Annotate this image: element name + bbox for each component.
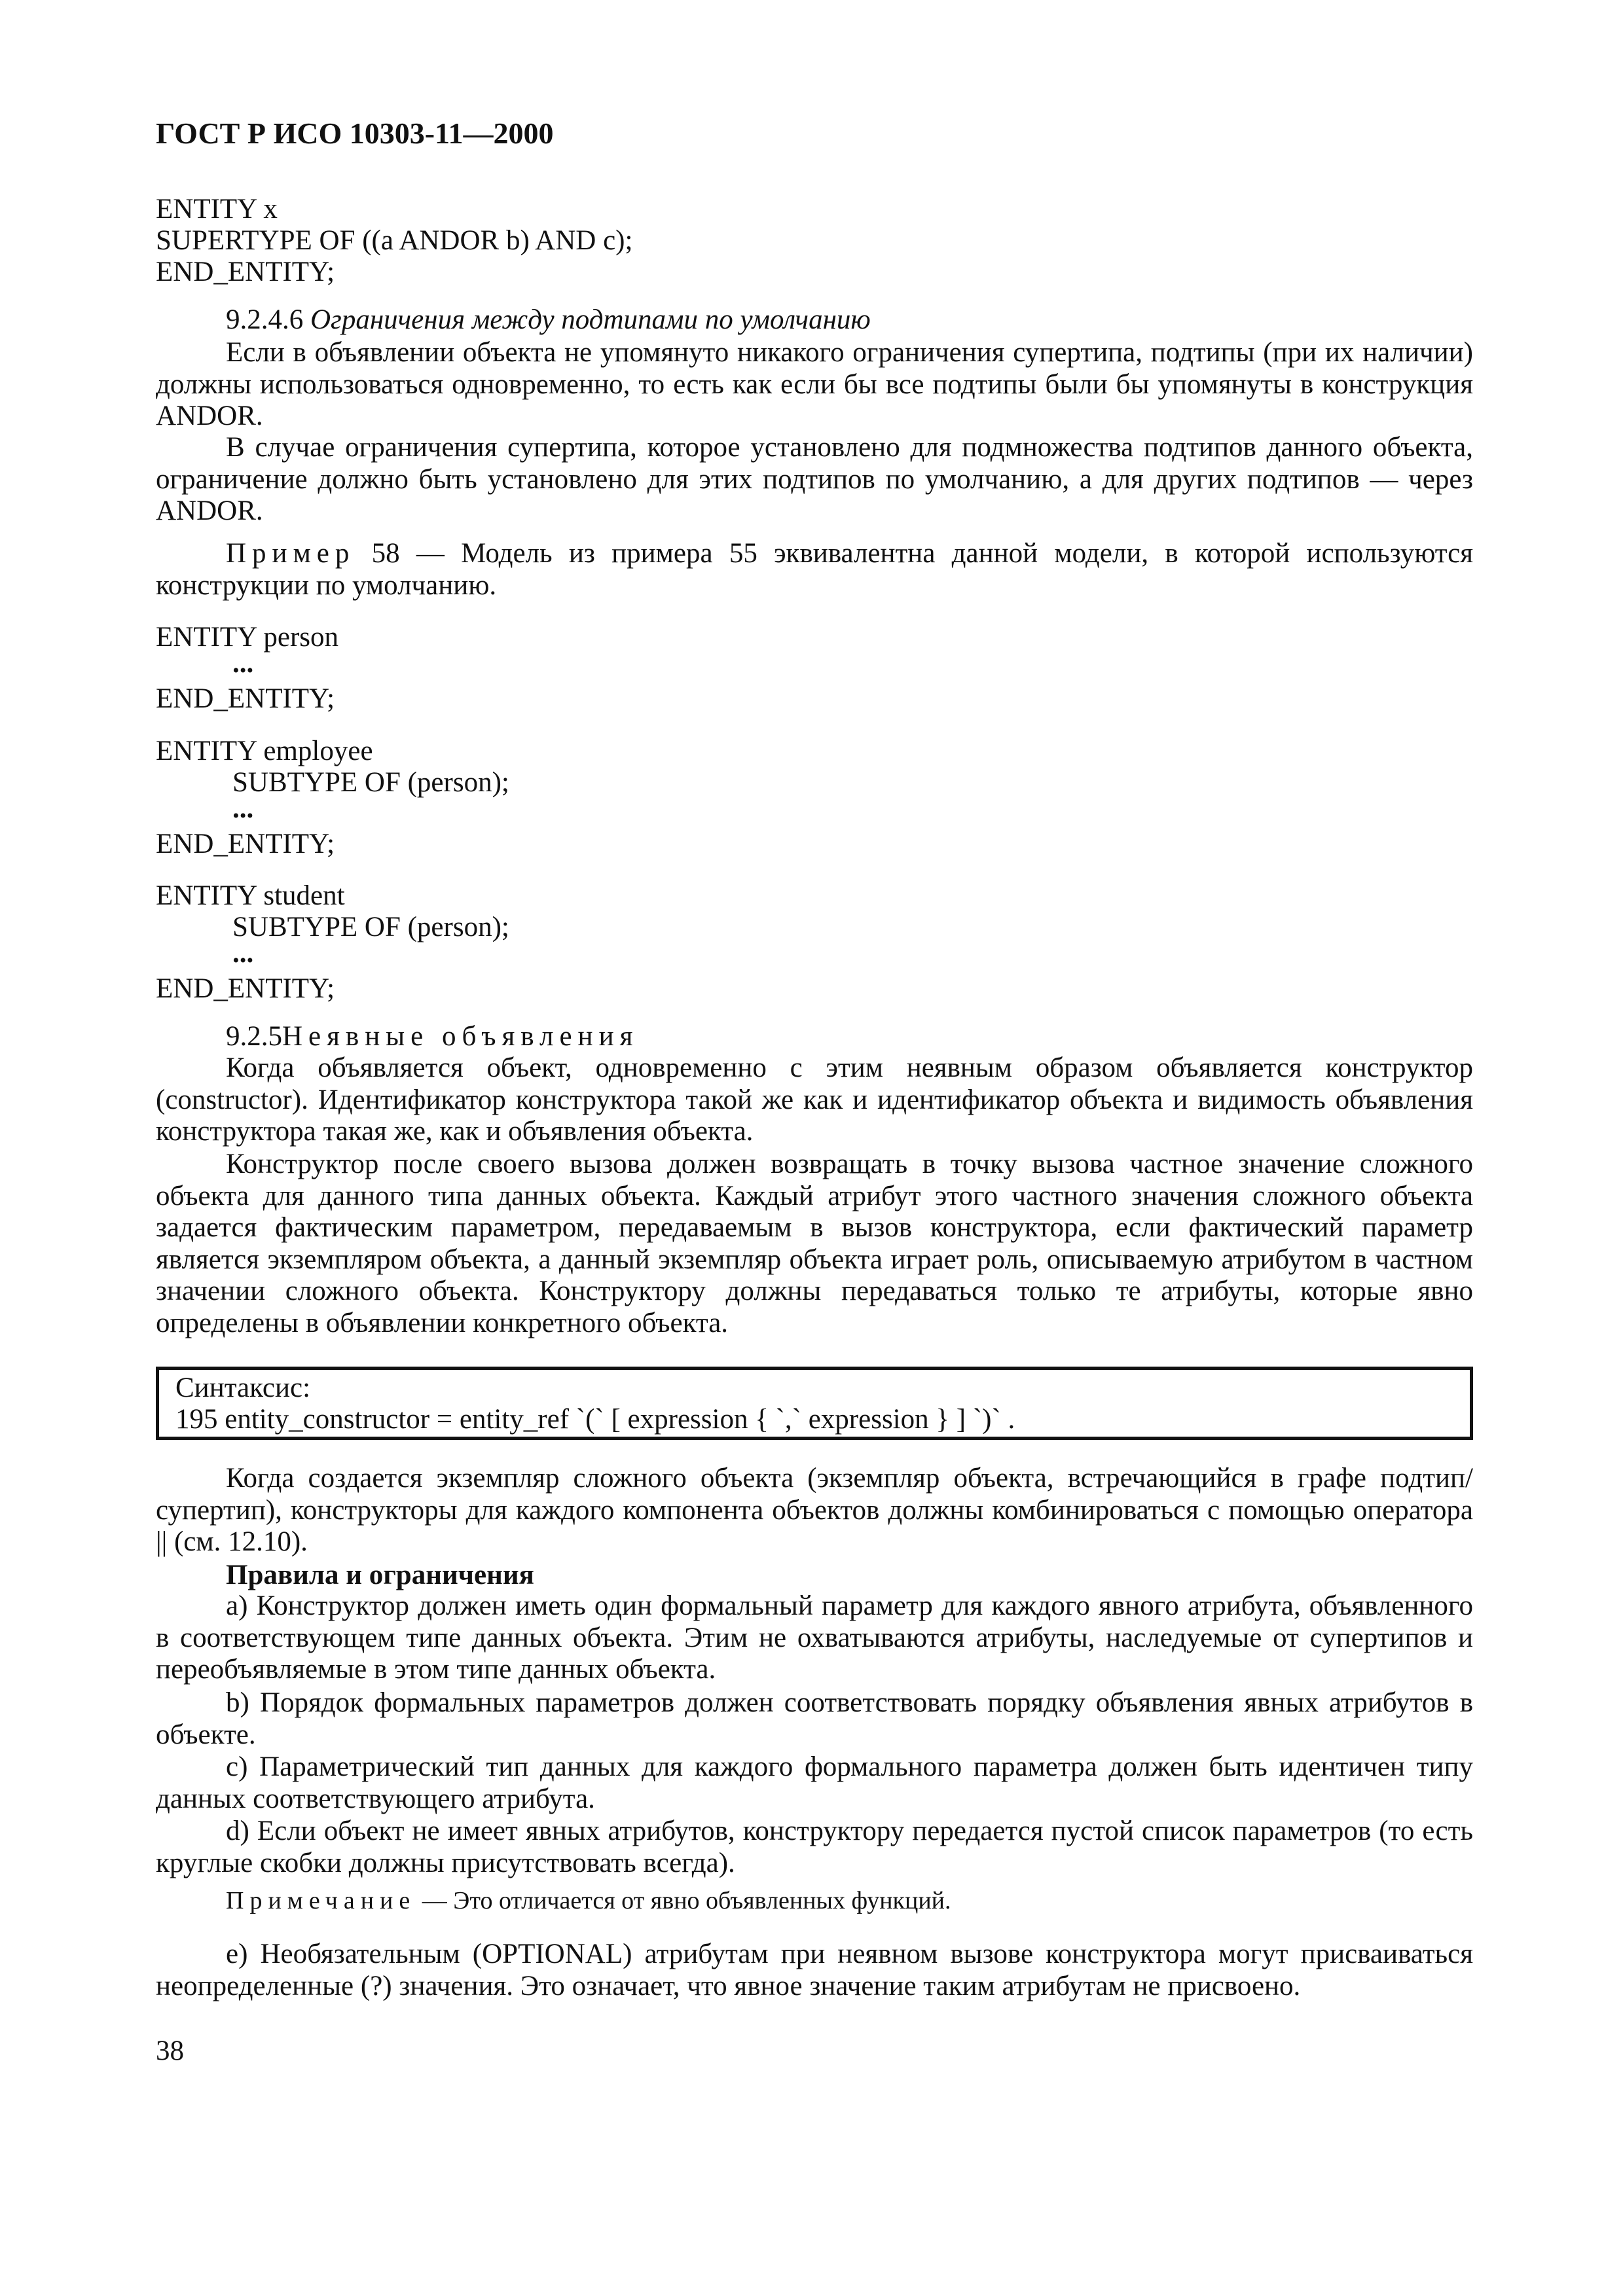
example-label: Пример <box>226 538 356 569</box>
section-title: Неявные объявления <box>282 1021 639 1052</box>
section-title: Ограничения между подтипами по умолчанию <box>310 304 871 335</box>
section-number: 9.2.5 <box>226 1021 282 1052</box>
example-text: 58 — Модель из примера 55 эквивалентна данной модели, в которой используются конструкции по умолчанию. <box>156 538 1473 601</box>
note <box>226 1885 951 1916</box>
rule-item-b: b) Порядок формальных параметров должен соответствовать порядку объявления явных атрибутов в объекте. <box>156 1687 1473 1750</box>
section-heading-925 <box>226 1021 638 1052</box>
code-line: ENTITY student <box>156 880 345 911</box>
note-label: Примечание <box>226 1887 416 1914</box>
syntax-rule: 195 entity_constructor = entity_ref `(` [ expression { `,` expression } ] `)` . <box>175 1404 1015 1435</box>
paragraph: В случае ограничения супертипа, которое установлено для подмножества подтипов данного объекта, ограничение должно быть установлено для этих подтипов по умолчанию, а для других подтипов — через ANDOR. <box>156 432 1473 526</box>
code-line: SUBTYPE OF (person); <box>232 767 509 798</box>
code-ellipsis: ... <box>232 793 254 824</box>
code-line: END_ENTITY; <box>156 257 335 287</box>
page-number: 38 <box>156 2036 184 2066</box>
code-line: SUBTYPE OF (person); <box>232 912 509 942</box>
example-58 <box>156 538 1473 601</box>
rule-item-d: d) Если объект не имеет явных атрибутов, конструктору передается пустой список параметров (то есть круглые скобки должны присутствовать всегда). <box>156 1816 1473 1878</box>
code-line: SUPERTYPE OF ((a ANDOR b) AND c); <box>156 225 633 256</box>
code-line: ENTITY person <box>156 622 339 653</box>
document-header: ГОСТ Р ИСО 10303-11—2000 <box>156 117 554 150</box>
rule-item-a: а) Конструктор должен иметь один формальный параметр для каждого явного атрибута, объявленного в соответствующем типе данных объекта. Этим не охватываются атрибуты, наследуемые от супертипов и переобъявляемые в этом типе данных объекта. <box>156 1590 1473 1685</box>
code-line: ENTITY employee <box>156 736 373 766</box>
code-line: END_ENTITY; <box>156 683 335 714</box>
code-line: END_ENTITY; <box>156 973 335 1004</box>
code-ellipsis: ... <box>232 938 254 969</box>
code-line: ENTITY x <box>156 194 278 224</box>
code-ellipsis: ... <box>232 648 254 679</box>
paragraph: Когда создается экземпляр сложного объекта (экземпляр объекта, встречающийся в графе подтип/супертип), конструкторы для каждого компонента объектов должны комбинироваться с помощью оператора || (см. 12.10). <box>156 1463 1473 1557</box>
syntax-box <box>156 1367 1473 1440</box>
code-line: END_ENTITY; <box>156 829 335 859</box>
syntax-label: Синтаксис: <box>175 1372 311 1403</box>
note-text: — Это отличается от явно объявленных функций. <box>422 1887 951 1914</box>
section-heading-9246 <box>226 304 871 336</box>
rules-heading: Правила и ограничения <box>226 1560 534 1590</box>
rule-item-c: с) Параметрический тип данных для каждого формального параметра должен быть идентичен типу данных соответствующего атрибута. <box>156 1751 1473 1814</box>
paragraph: Когда объявляется объект, одновременно с этим неявным образом объявляется конструктор (constructor). Идентификатор конструктора такой же как и идентификатор объекта и видимость объявления конструктора такая же, как и объявления объекта. <box>156 1052 1473 1147</box>
rule-item-e: е) Необязательным (OPTIONAL) атрибутам при неявном вызове конструктора могут присваиваться неопределенные (?) значения. Это означает, что явное значение таким атрибутам не присвоено. <box>156 1939 1473 2001</box>
paragraph: Если в объявлении объекта не упомянуто никакого ограничения супертипа, подтипы (при их наличии) должны использоваться одновременно, то есть как если бы все подтипы были бы упомянуты в конструкция ANDOR. <box>156 337 1473 431</box>
paragraph: Конструктор после своего вызова должен возвращать в точку вызова частное значение сложного объекта для данного типа данных объекта. Каждый атрибут этого частного значения сложного объекта задается фактическим параметром, передаваемым в вызов конструктора, если фактический параметр является экземпляром объекта, а данный экземпляр объекта играет роль, описываемую атрибутом в частном значении сложного объекта. Конструктору должны передаваться только те атрибуты, которые явно определены в объявлении конкретного объекта. <box>156 1149 1473 1338</box>
section-number: 9.2.4.6 <box>226 304 304 335</box>
